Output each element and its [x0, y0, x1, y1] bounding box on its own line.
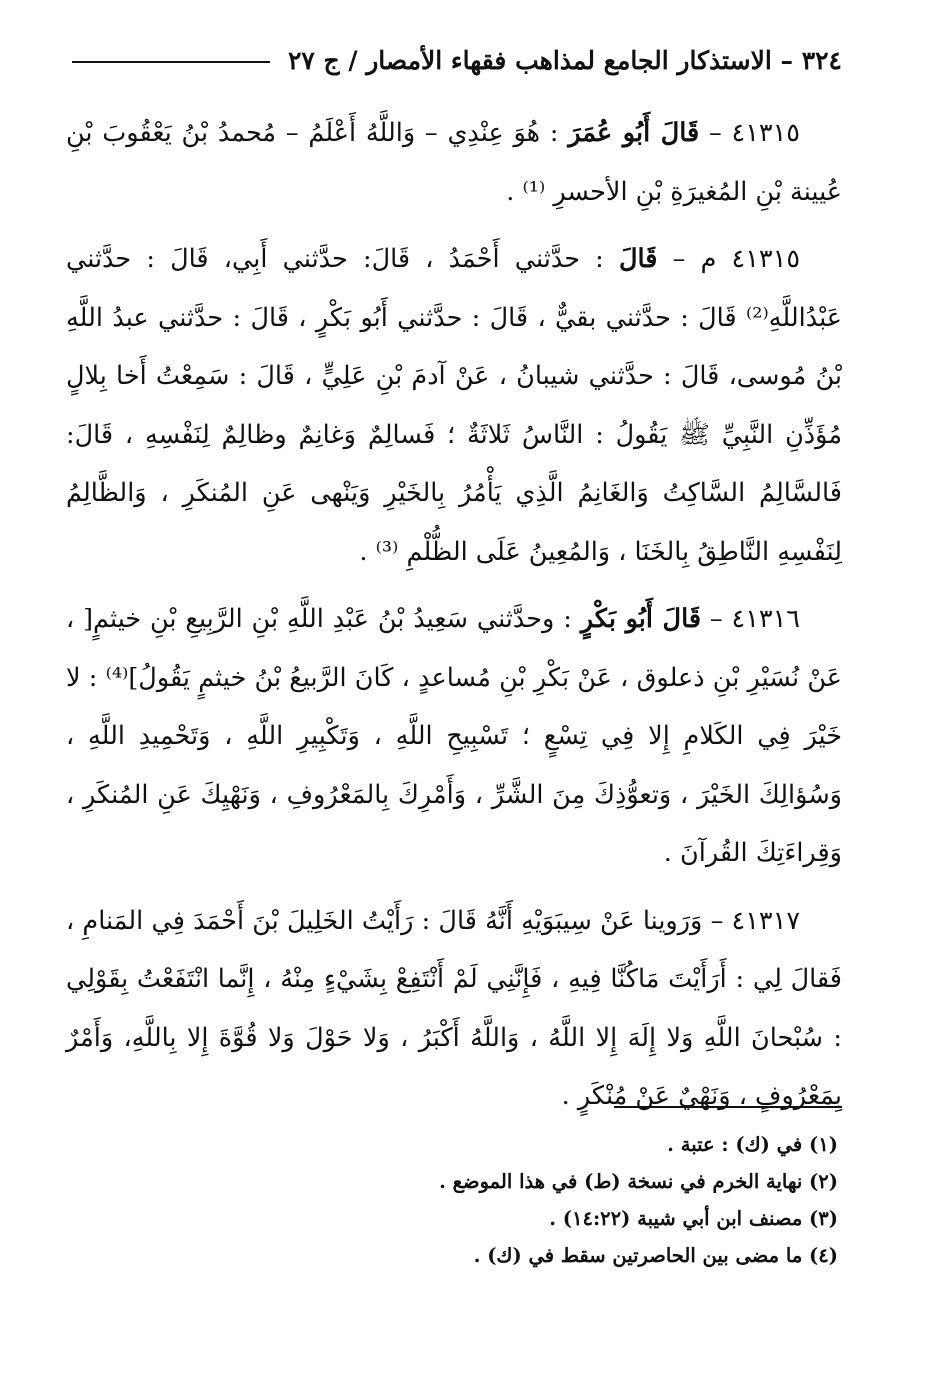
paragraph-speaker: قَالَ — [618, 244, 658, 274]
paragraph-41315m — [66, 230, 842, 581]
footnote-separator — [614, 1106, 842, 1108]
footnote-2: (٢) نهاية الخرم في نسخة (ط) في هذا الموضع . — [439, 1170, 838, 1193]
dash: – — [702, 905, 724, 936]
paragraph-speaker: قَالَ أَبُو عُمَرَ — [568, 118, 700, 148]
paragraph-number: ٤١٣١٦ — [731, 604, 800, 634]
footnote-1: (١) في (ك) : عتبة . — [667, 1133, 838, 1156]
paragraph-number: ٤١٣١٥ م — [700, 244, 801, 274]
paragraph-41315 — [66, 104, 842, 221]
paragraph-text: : وحدَّثني سَعِيدُ بْنُ عَبْدِ اللَّهِ بْنِ الرَّبِيعِ بْنِ خيثمٍ[ ، عَنْ نُسَيْرِ بْنِ ذعلوق ، عَنْ بَكْرِ بْنِ مُساعدٍ ، كَانَ الرَّبيعُ بْنُ خيثمٍ يَقُولُ]⁽⁴⁾ : لا خَيْرَ فِي الكَلامِ إِلا فِي تِسْعٍ ؛ تَسْبِيحِ اللَّهِ ، وَتَكْبِيرِ اللَّهِ ، وَتَحْمِيدِ اللَّهِ ، وَسُؤالِكَ الخَيْرَ ، وَتعوُّذِكَ مِنَ الشَّرِّ ، وَأَمْرِكَ بِالمَعْرُوفِ ، وَنَهْيِكَ عَنِ المُنكَرِ ، وَقِراءَتِكَ القُرآنَ . — [66, 604, 842, 868]
paragraph-41317 — [66, 892, 842, 1126]
header-rule — [72, 61, 270, 63]
paragraph-speaker: قَالَ أَبُو بَكْرٍ — [580, 604, 702, 634]
paragraph-number: ٤١٣١٧ — [731, 905, 801, 936]
paragraph-41316 — [66, 590, 842, 883]
dash: – — [699, 118, 722, 148]
running-head-text: ٣٢٤ – الاستذكار الجامع لمذاهب فقهاء الأمصار / ج ٢٧ — [287, 45, 842, 75]
footnote-3: (٣) مصنف ابن أبي شيبة (١٤:٢٢) . — [549, 1207, 838, 1230]
paragraph-text: : حدَّثني أَحْمَدُ ، قَالَ: حدَّثني أَبِي، قَالَ : حدَّثني عَبْدُاللَّهِ⁽²⁾ قَالَ : حدَّثني بقيٌّ ، قَالَ : حدَّثني أَبُو بَكْرٍ ، قَالَ : حدَّثني عبدُ اللَّهِ بْنُ مُوسى، قَالَ : حدَّثني شيبانُ ، عَنْ آدمَ بْنِ عَلِيٍّ ، قَالَ : سَمِعْتُ أَخا بِلالٍ مُؤَذِّنِ النَّبِيِّ ﷺ يَقُولُ : النَّاسُ ثَلاثَةٌ ؛ فَسالِمٌ وَغانِمٌ وظالِمٌ لِنَفْسِهِ ، قَالَ: فَالسَّالِمُ السَّاكِتُ وَالغَانِمُ الَّذِي يَأْمُرُ بِالخَيْرِ وَيَنْهى عَنِ المُنكَرِ ، وَالظَّالِمُ لِنَفْسِهِ النَّاطِقُ بِالخَنَا ، وَالمُعِينُ عَلَى الظُّلْمِ ⁽³⁾ . — [66, 244, 842, 567]
main-text — [66, 104, 842, 1135]
footnotes — [440, 1126, 838, 1274]
dash: – — [701, 604, 723, 634]
paragraph-text: وَرَوينا عَنْ سِيبَوَيْهِ أَنَّهُ قَالَ : رَأَيْتُ الخَلِيلَ بْنَ أَحْمَدَ فِي المَنامِ ، فَقالَ لِي : أَرَأَيْتَ مَاكُنَّا فِيهِ ، فَإِنَّنِي لَمْ أَنْتَفِعْ بِشَيْءٍ مِنْهُ ، إِنَّما انْتَفَعْتُ بِقَوْلِي : سُبْحانَ اللَّهِ وَلا إِلَهَ إِلا اللَّهُ ، وَاللَّهُ أَكْبَرُ ، وَلا حَوْلَ وَلا قُوَّةَ إِلا بِاللَّهِ، وَأَمْرٌ بِمَعْرُوفٍ ، وَنَهْيٌ عَنْ مُنْكَرٍ . — [66, 905, 842, 1111]
footnote-4: (٤) ما مضى بين الحاصرتين سقط في (ك) . — [473, 1244, 838, 1267]
dash: – — [657, 244, 686, 274]
paragraph-text: : هُوَ عِنْدِي – وَاللَّهُ أَعْلَمُ – مُحمدُ بْنُ يَعْقُوبَ بْنِ عُيينة بْنِ المُغيرَةِ بْنِ الأحسرِ ⁽¹⁾ . — [66, 118, 842, 207]
running-head — [72, 40, 842, 80]
paragraph-number: ٤١٣١٥ — [731, 118, 800, 148]
